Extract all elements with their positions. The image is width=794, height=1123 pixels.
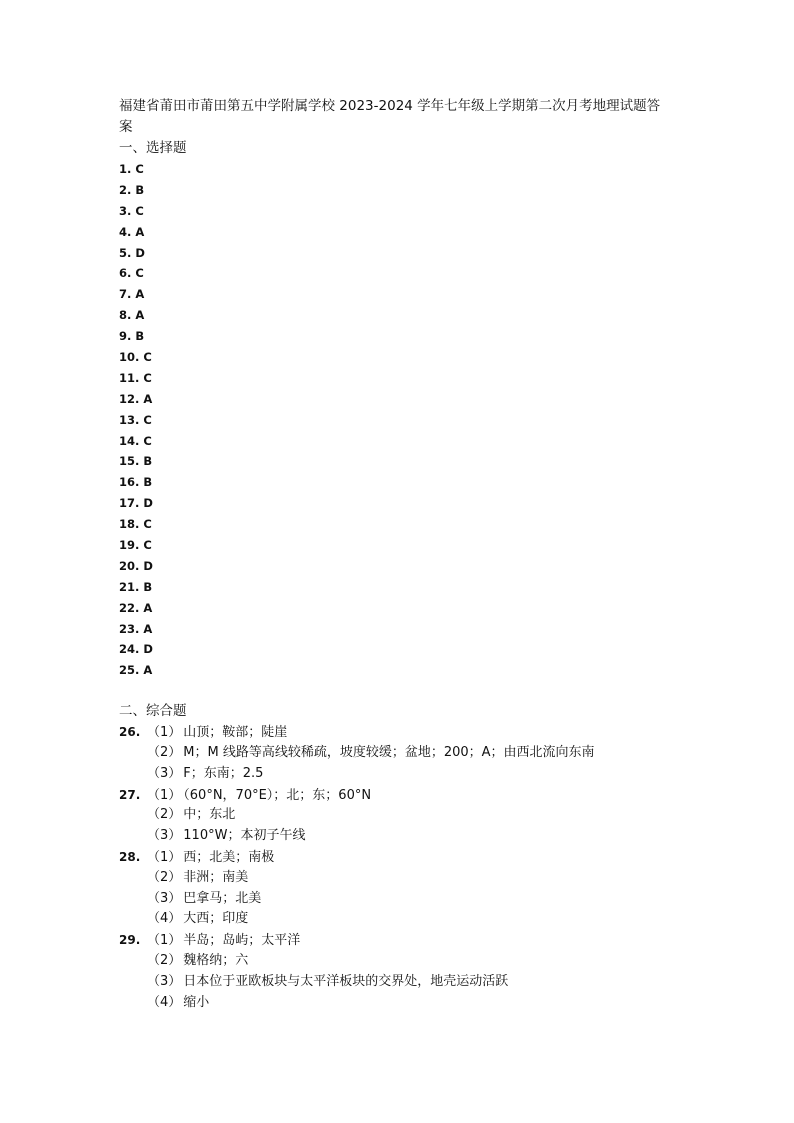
choice-answer-row (119, 535, 679, 556)
question-number: 21 . (119, 580, 143, 594)
question-number: 8 . (119, 308, 135, 322)
answer-letter: B (143, 579, 153, 594)
sub-question-label: （2） (147, 745, 182, 761)
sub-answer-line (119, 951, 679, 972)
comprehensive-question-list (119, 722, 679, 1013)
question-block (119, 847, 679, 930)
choice-answer-row (119, 598, 679, 619)
question-number: 19 . (119, 538, 143, 552)
choice-answer-row (119, 389, 679, 410)
question-number: 29 . (119, 930, 147, 951)
question-number: 3 . (119, 204, 135, 218)
answer-sheet (119, 96, 679, 1013)
choice-answer-row (119, 410, 679, 431)
answer-letter: C (143, 538, 152, 553)
sub-answer-text: （60°N，70°E）；北；东；60°N (183, 787, 372, 803)
choice-answer-row (119, 431, 679, 452)
sub-answer-line (119, 847, 679, 868)
question-block (119, 785, 679, 847)
sub-answer-text: 中；东北 (183, 807, 236, 823)
question-number: 2 . (119, 183, 135, 197)
answer-letter: D (135, 245, 145, 260)
answer-letter: A (135, 308, 145, 323)
sub-question-label: （2） (147, 953, 182, 969)
answer-letter: D (143, 558, 153, 573)
sub-answer-text: 巴拿马；北美 (183, 890, 262, 906)
sub-question-label: （3） (147, 890, 182, 906)
choice-answer-row (119, 556, 679, 577)
choice-answer-row (119, 639, 679, 660)
answer-letter: A (143, 621, 153, 636)
choice-answer-row (119, 180, 679, 201)
question-number: 24 . (119, 642, 143, 656)
sub-question-label: （2） (147, 869, 182, 885)
question-number: 22 . (119, 601, 143, 615)
sub-answer-text: 缩小 (183, 994, 210, 1010)
sub-question-label: （4） (147, 994, 182, 1010)
sub-answer-line (119, 868, 679, 889)
answer-letter: B (143, 454, 153, 469)
question-number: 1 . (119, 162, 135, 176)
sub-answer-line (119, 972, 679, 993)
answer-letter: C (143, 350, 152, 365)
question-number: 26 . (119, 722, 147, 743)
sub-question-label: （1） (147, 787, 182, 803)
document-title (119, 96, 679, 138)
answer-letter: C (135, 203, 144, 218)
question-number: 6 . (119, 266, 135, 280)
sub-answer-line (119, 743, 679, 764)
question-number: 28 . (119, 847, 147, 868)
answer-letter: B (135, 182, 145, 197)
answer-letter: A (143, 391, 153, 406)
section-heading-comprehensive: 二、综合题 (119, 703, 187, 720)
section-heading-choice: 一、选择题 (119, 140, 187, 156)
sub-answer-line (119, 826, 679, 847)
answer-letter: C (143, 412, 152, 427)
question-number: 13 . (119, 413, 143, 427)
answer-letter: C (135, 266, 144, 281)
choice-answer-row (119, 577, 679, 598)
question-number: 15 . (119, 454, 143, 468)
choice-answer-row (119, 159, 679, 180)
sub-answer-line (119, 722, 679, 743)
sub-answer-line (119, 764, 679, 785)
sub-question-label: （3） (147, 973, 182, 989)
question-number: 20 . (119, 559, 143, 573)
choice-answer-row (119, 222, 679, 243)
choice-answer-row (119, 326, 679, 347)
choice-answer-row (119, 243, 679, 264)
sub-answer-text: 西；北美；南极 (183, 850, 275, 866)
choice-answer-list (119, 159, 679, 681)
answer-letter: A (135, 287, 145, 302)
sub-answer-text: 山顶；鞍部；陡崖 (183, 725, 288, 741)
sub-question-label: （3） (147, 828, 182, 844)
question-number: 11 . (119, 371, 143, 385)
sub-question-label: （3） (147, 765, 182, 781)
sub-question-label: （1） (147, 933, 182, 949)
section-spacer (119, 681, 679, 701)
answer-letter: D (143, 642, 153, 657)
choice-answer-row (119, 201, 679, 222)
answer-letter: C (135, 162, 144, 176)
question-block (119, 722, 679, 784)
answer-letter: A (143, 600, 153, 615)
sub-answer-text: 非洲；南美 (183, 869, 249, 885)
choice-answer-row (119, 451, 679, 472)
sub-answer-line (119, 909, 679, 930)
answer-letter: C (143, 370, 152, 385)
sub-answer-text: 半岛；岛屿；太平洋 (183, 933, 301, 949)
question-number: 4 . (119, 225, 135, 239)
sub-answer-text: 日本位于亚欧板块与太平洋板块的交界处，地壳运动活跃 (183, 973, 509, 989)
answer-letter: A (143, 663, 153, 678)
sub-answer-line (119, 930, 679, 951)
sub-question-label: （4） (147, 911, 182, 927)
question-number: 27 . (119, 785, 147, 806)
sub-answer-text: F；东南；2.5 (183, 765, 264, 781)
question-number: 7 . (119, 287, 135, 301)
sub-answer-line (119, 805, 679, 826)
choice-answer-row (119, 347, 679, 368)
question-number: 14 . (119, 434, 143, 448)
choice-answer-row (119, 305, 679, 326)
answer-letter: C (143, 517, 152, 532)
choice-answer-row (119, 493, 679, 514)
choice-answer-row (119, 660, 679, 681)
sub-answer-text: 魏格纳；六 (183, 953, 249, 969)
answer-letter: B (143, 475, 153, 490)
sub-answer-text: 大西；印度 (183, 911, 249, 927)
question-number: 23 . (119, 622, 143, 636)
sub-answer-line (119, 889, 679, 910)
question-number: 9 . (119, 329, 135, 343)
sub-answer-line (119, 785, 679, 806)
sub-question-label: （1） (147, 725, 182, 741)
choice-answer-row (119, 368, 679, 389)
answer-letter: A (135, 224, 145, 239)
title-line-1: 福建省莆田市莆田第五中学附属学校 2023-2024 学年七年级上学期第二次月考地理试题答 (119, 98, 661, 114)
question-number: 10 . (119, 350, 143, 364)
answer-letter: C (143, 433, 152, 448)
choice-answer-row (119, 472, 679, 493)
choice-answer-row (119, 284, 679, 305)
sub-question-label: （1） (147, 850, 182, 866)
title-line-2: 案 (119, 119, 133, 135)
choice-answer-row (119, 263, 679, 284)
question-number: 18 . (119, 517, 143, 531)
question-number: 5 . (119, 246, 135, 260)
sub-question-label: （2） (147, 807, 182, 823)
sub-answer-line (119, 993, 679, 1014)
question-number: 25 . (119, 663, 143, 677)
question-number: 17 . (119, 496, 143, 510)
choice-answer-row (119, 619, 679, 640)
question-number: 12 . (119, 392, 143, 406)
question-block (119, 930, 679, 1013)
choice-answer-row (119, 514, 679, 535)
answer-letter: B (135, 329, 145, 344)
sub-answer-text: 110°W；本初子午线 (183, 828, 306, 844)
question-number: 16 . (119, 475, 143, 489)
sub-answer-text: M；M 线路等高线较稀疏，坡度较缓；盆地；200；A；由西北流向东南 (183, 745, 595, 761)
answer-letter: D (143, 496, 153, 511)
